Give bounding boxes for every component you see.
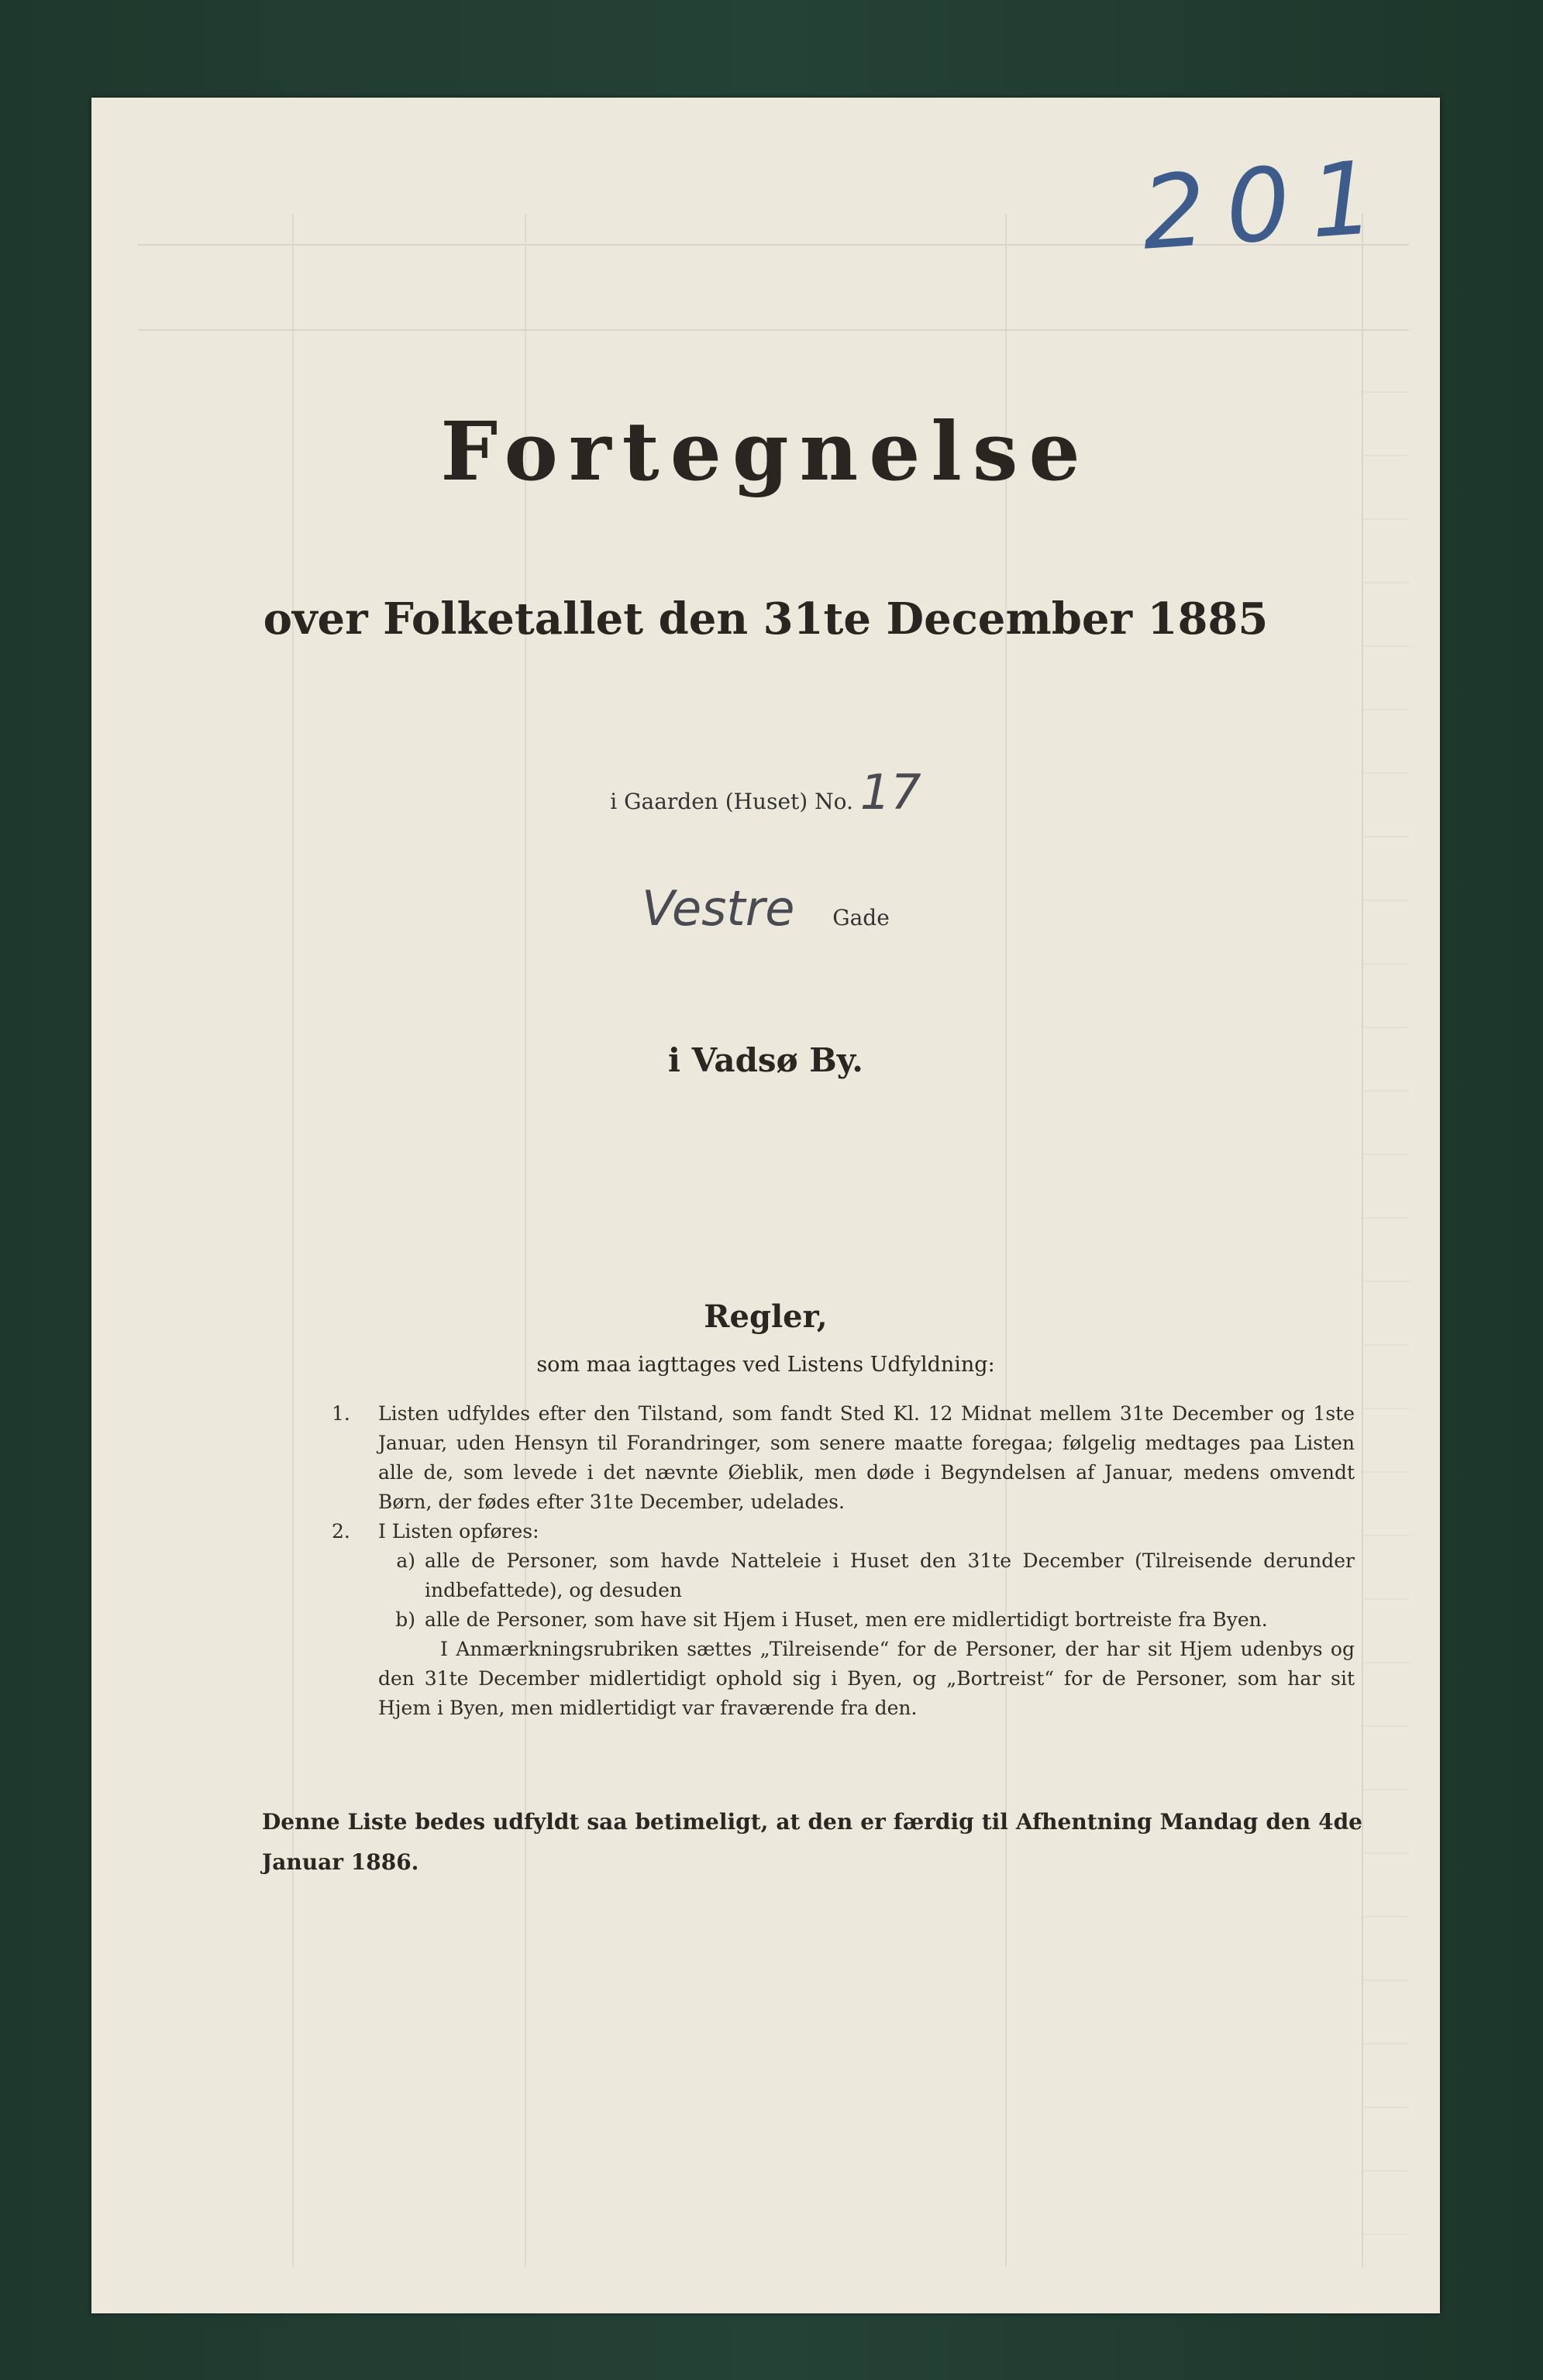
- street-name-handwritten: Vestre: [642, 880, 795, 937]
- house-number-line: [91, 764, 1440, 820]
- street-line: [91, 880, 1440, 937]
- rule-sub-item: [332, 1546, 1355, 1605]
- rule-item: [332, 1399, 1355, 1517]
- rule-text: Listen udfyldes efter den Tilstand, som fandt Sted Kl. 12 Midnat mellem 31te December og 1ste Januar, uden Hensyn til Forandringer, som senere maatte foregaa; følgelig medtages paa Listen alle de, som levede i det nævnte Øieblik, men døde i Begyndelsen af Januar, medens omvendt Børn, der fødes efter 31te December, udelades.: [378, 1402, 1355, 1513]
- sub-item-mark: a): [396, 1549, 415, 1572]
- closing-instruction: Denne Liste bedes udfyldt saa betimeligt, at den er færdig til Afhentning Mandag den 4de Januar 1886.: [262, 1809, 1362, 1875]
- remarks-note: I Anmærkningsrubriken sættes „Tilreisende“ for de Personer, der har sit Hjem udenbys og den 31te December midlertidigt ophold sig i Byen, og „Bortreist“ for de Personer, som har sit Hjem i Byen, men midlertidigt var fraværende fra den.: [378, 1638, 1355, 1719]
- rule-sub-item: [332, 1605, 1355, 1635]
- rule-text: I Listen opføres:: [378, 1520, 539, 1543]
- page-number-pencil: 201: [1138, 137, 1399, 273]
- rules-heading: Regler,: [704, 1298, 828, 1335]
- house-number-label: i Gaarden (Huset) No.: [610, 789, 853, 814]
- house-number-handwritten: 17: [859, 764, 921, 820]
- city-line: i Vadsø By.: [668, 1041, 863, 1079]
- rule-number: 2.: [332, 1520, 350, 1543]
- form-title: Fortegnelse: [440, 404, 1091, 499]
- rules-intro: som maa iagttages ved Listens Udfyldning:: [536, 1353, 995, 1377]
- sub-item-mark: b): [395, 1608, 415, 1631]
- sub-item-text: alle de Personer, som havde Natteleie i Huset den 31te December (Tilreisende derunder indbefattede), og desuden: [425, 1549, 1355, 1601]
- rules-list: [332, 1399, 1355, 1723]
- rule-number: 1.: [332, 1402, 350, 1425]
- form-subtitle: over Folketallet den 31te December 1885: [263, 593, 1269, 645]
- rule-item: [332, 1517, 1355, 1546]
- census-form-page: [91, 98, 1440, 2313]
- street-suffix-label: Gade: [832, 905, 890, 930]
- sub-item-text: alle de Personer, som have sit Hjem i Huset, men ere midlertidigt bortreiste fra Byen.: [425, 1608, 1268, 1631]
